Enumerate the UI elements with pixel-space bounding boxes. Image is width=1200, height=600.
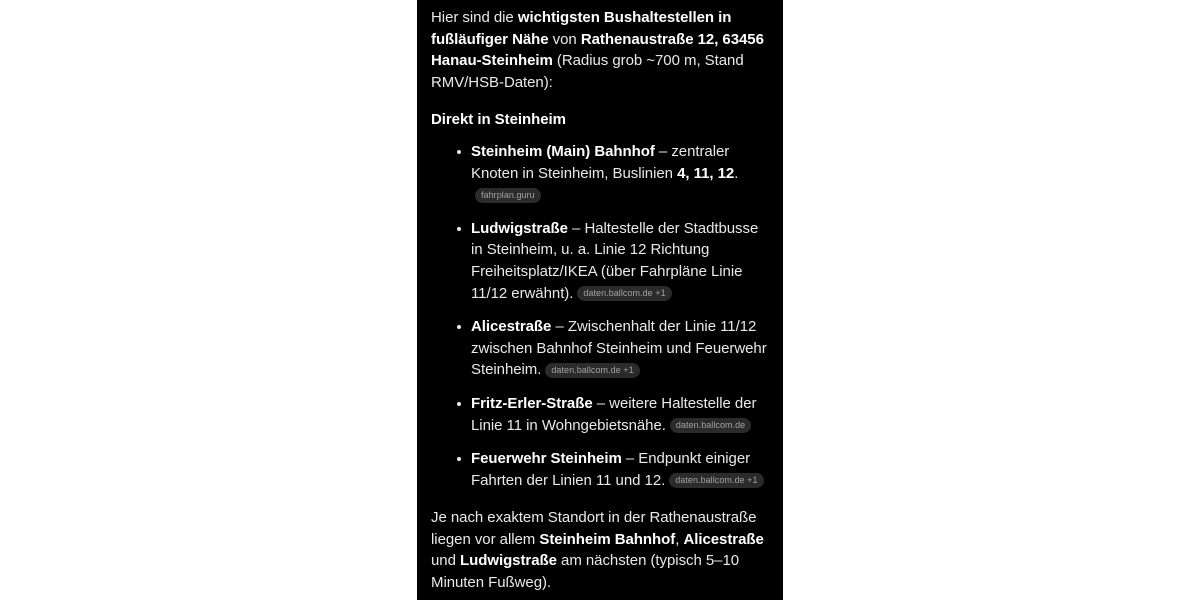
citation-badge[interactable]: fahrplan.guru bbox=[475, 188, 541, 203]
closing-paragraph bbox=[431, 507, 767, 593]
stop-name: Feuerwehr Steinheim bbox=[471, 450, 622, 468]
citation-badge[interactable]: daten.ballcom.de bbox=[670, 418, 751, 433]
stop-description: Haltestelle der Stadtbusse in Steinheim, u. a. Linie 12 Richtung Freiheitsplatz/IKEA (über Fahrpläne Linie 11/12 erwähnt). bbox=[471, 219, 759, 302]
list-item bbox=[431, 141, 767, 206]
list-item bbox=[431, 316, 767, 381]
stop-bus-lines: 4, 11, 12 bbox=[677, 164, 735, 182]
stop-description: weitere Haltestelle der Linie 11 in Wohngebietsnähe. bbox=[471, 394, 757, 434]
closing-text-tail: am nächsten (typisch 5–10 Minuten Fußweg). bbox=[431, 552, 740, 592]
closing-text-lead: Je nach exaktem Standort in der Rathenaustraße liegen vor allem bbox=[431, 509, 757, 548]
section-heading-direkt-in-steinheim: Direkt in Steinheim bbox=[431, 111, 566, 129]
intro-text-tail: (Radius grob ~700 m, Stand RMV/HSB-Daten): bbox=[431, 52, 744, 91]
bullet-icon bbox=[457, 457, 461, 461]
closing-emphasis-ludwigstrasse: Ludwigstraße bbox=[460, 552, 557, 570]
stop-description: Zwischenhalt der Linie 11/12 zwischen Bahnhof Steinheim und Feuerwehr Steinheim. bbox=[471, 318, 767, 379]
intro-text-lead: Hier sind die bbox=[431, 9, 518, 26]
stop-dash: – bbox=[654, 142, 672, 160]
stop-description: Endpunkt einiger Fahrten der Linien 11 und 12. bbox=[471, 450, 751, 489]
intro-text-connector: von bbox=[548, 30, 581, 48]
list-item bbox=[431, 448, 767, 491]
bullet-icon bbox=[457, 150, 461, 154]
bus-stop-list bbox=[431, 141, 767, 491]
list-item bbox=[431, 218, 767, 304]
intro-paragraph bbox=[431, 7, 767, 93]
stop-name: Alicestraße bbox=[471, 318, 552, 336]
bullet-icon bbox=[457, 227, 461, 231]
citation-badge[interactable]: daten.ballcom.de +1 bbox=[577, 286, 671, 301]
assistant-answer-panel bbox=[417, 0, 783, 600]
bullet-icon bbox=[457, 325, 461, 329]
stop-dash: – bbox=[567, 219, 585, 237]
stop-description: zentraler Knoten in Steinheim, Buslinien bbox=[471, 142, 730, 182]
closing-emphasis-bahnhof: Steinheim Bahnhof bbox=[539, 530, 676, 548]
stop-name: Ludwigstraße bbox=[471, 219, 568, 237]
citation-badge[interactable]: daten.ballcom.de +1 bbox=[545, 363, 639, 378]
stop-description-tail: . bbox=[734, 164, 739, 182]
citation-badge[interactable]: daten.ballcom.de +1 bbox=[669, 473, 763, 488]
stop-dash: – bbox=[592, 394, 610, 412]
closing-emphasis-alicestrasse: Alicestraße bbox=[683, 530, 764, 548]
stop-dash: – bbox=[621, 450, 639, 468]
stop-dash: – bbox=[551, 318, 568, 336]
stop-name: Steinheim (Main) Bahnhof bbox=[471, 142, 655, 160]
closing-separator-comma: , bbox=[675, 530, 684, 548]
list-item bbox=[431, 393, 767, 436]
bullet-icon bbox=[457, 402, 461, 406]
stop-name: Fritz-Erler-Straße bbox=[471, 394, 593, 412]
closing-separator-und: und bbox=[431, 552, 460, 570]
intro-emphasis-topic: wichtigsten Bushaltestellen in fußläufiger Nähe bbox=[431, 9, 732, 48]
intro-emphasis-address: Rathenaustraße 12, 63456 Hanau-Steinheim bbox=[431, 30, 764, 70]
